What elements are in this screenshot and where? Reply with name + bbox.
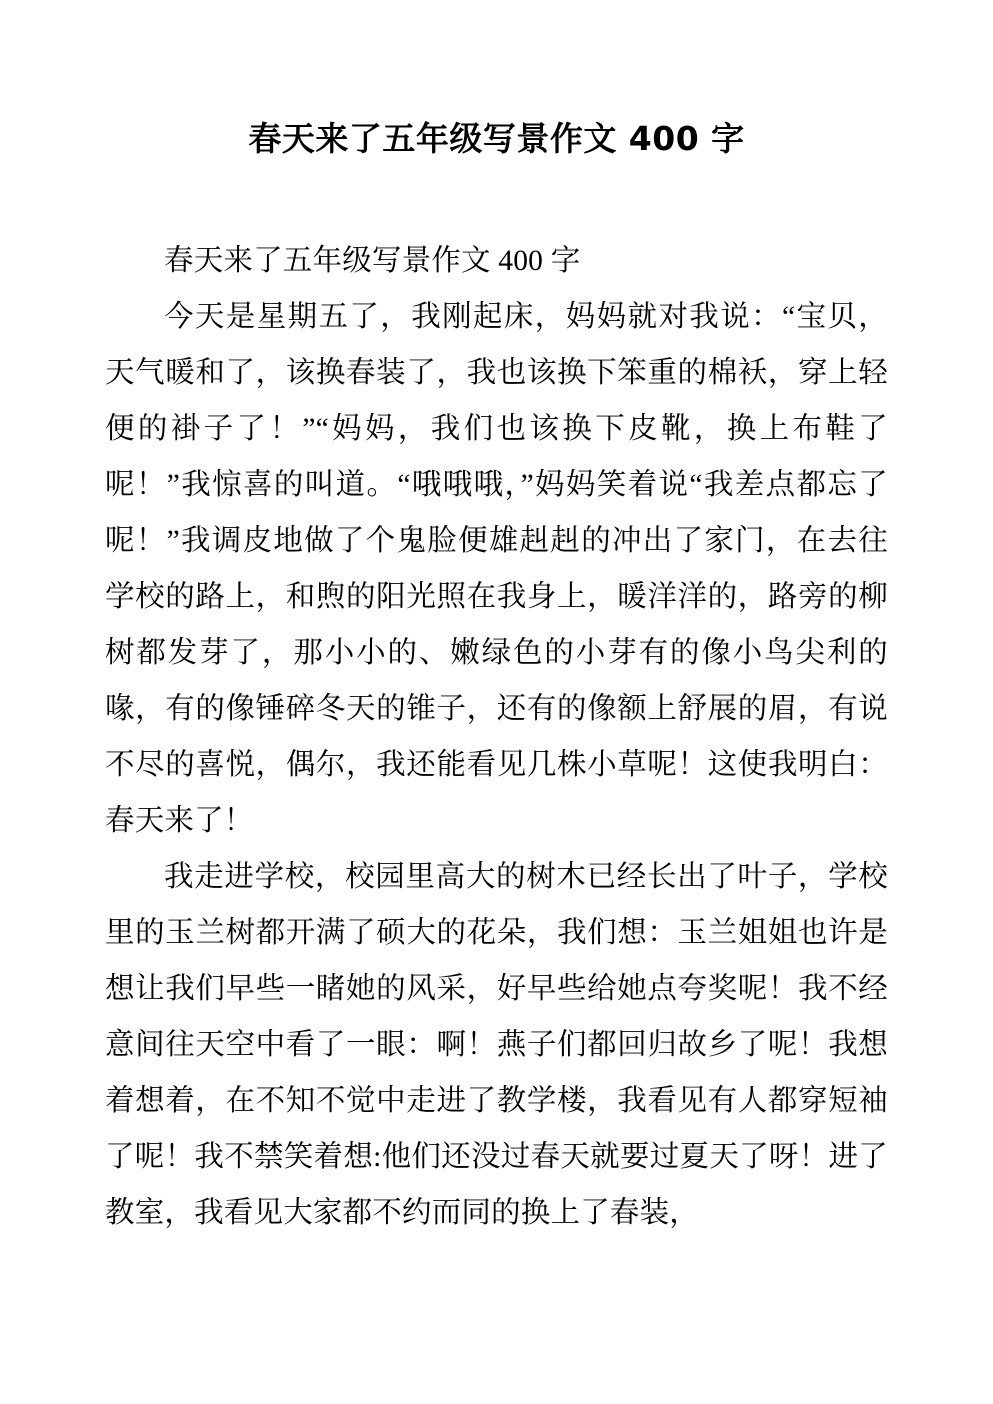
paragraph-1: 今天是星期五了，我刚起床，妈妈就对我说：“宝贝，天气暖和了，该换春装了，我也该换下笨重的棉袄，穿上轻便的褂子了！”“妈妈，我们也该换下皮靴，换上布鞋了呢！”我惊喜的叫道。“哦哦哦，”妈妈笑着说“我差点都忘了呢！”我调皮地做了个鬼脸便雄赳赳的冲出了家门，在去往学校的路上，和煦的阳光照在我身上，暖洋洋的，路旁的柳树都发芽了，那小小的、嫩绿色的小芽有的像小鸟尖利的喙，有的像锤碎冬天的锥子，还有的像额上舒展的眉，有说不尽的喜悦，偶尔，我还能看见几株小草呢！这使我明白：春天来了！ — [105, 300, 888, 837]
paragraph-heading-repeat: 春天来了五年级写景作文 400 字 — [164, 244, 581, 277]
paragraph-2: 我走进学校，校园里高大的树木已经长出了叶子，学校里的玉兰树都开满了硕大的花朵，我们想：玉兰姐姐也许是想让我们早些一睹她的风采，好早些给她点夸奖呢！我不经意间往天空中看了一眼：啊！燕子们都回归故乡了呢！我想着想着，在不知不觉中走进了教学楼，我看见有人都穿短袖了呢！我不禁笑着想:他们还没过春天就要过夏天了呀！进了教室，我看见大家都不约而同的换上了春装， — [105, 860, 888, 1229]
page-title: 春天来了五年级写景作文 400 字 — [248, 119, 745, 158]
document-body — [105, 233, 888, 1241]
